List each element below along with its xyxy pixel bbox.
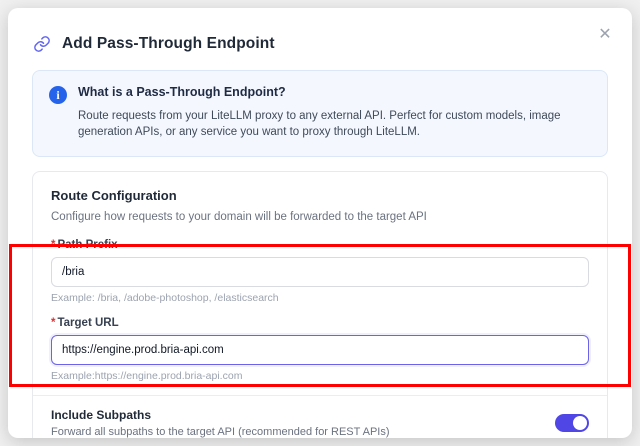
page-title: Add Pass-Through Endpoint xyxy=(62,35,275,52)
info-icon: i xyxy=(49,86,67,104)
include-subpaths-toggle[interactable] xyxy=(555,414,589,432)
required-marker: * xyxy=(51,317,56,329)
info-title: What is a Pass-Through Endpoint? xyxy=(78,85,286,99)
info-callout xyxy=(32,70,608,157)
section-subtitle: Configure how requests to your domain will be forwarded to the target API xyxy=(51,211,427,223)
add-pass-through-endpoint-dialog xyxy=(8,8,632,438)
include-subpaths-title: Include Subpaths xyxy=(51,408,152,422)
target-url-label xyxy=(51,317,589,329)
info-text: Route requests from your LiteLLM proxy to any external API. Perfect for custom models, image generation APIs, or any service you want to proxy through LiteLLM. xyxy=(78,110,561,138)
include-subpaths-subtitle: Forward all subpaths to the target API (recommended for REST APIs) xyxy=(51,426,390,438)
include-subpaths-row xyxy=(33,395,607,438)
target-url-label-text: Target URL xyxy=(57,317,119,329)
path-prefix-label xyxy=(51,239,589,251)
section-title: Route Configuration xyxy=(51,188,177,203)
dialog-body xyxy=(8,64,632,438)
target-url-hint: Example:https://engine.prod.bria-api.com xyxy=(51,370,243,382)
target-url-input[interactable] xyxy=(51,335,589,365)
route-configuration-section xyxy=(32,171,608,438)
close-icon[interactable]: ✕ xyxy=(598,26,612,43)
toggle-knob xyxy=(573,416,587,430)
required-marker: * xyxy=(51,239,56,251)
target-url-field xyxy=(51,317,589,382)
path-prefix-label-text: Path Prefix xyxy=(57,239,118,251)
link-icon xyxy=(32,34,52,54)
dialog-header xyxy=(8,8,632,64)
path-prefix-field xyxy=(51,239,589,304)
path-prefix-hint: Example: /bria, /adobe-photoshop, /elasticsearch xyxy=(51,292,279,304)
path-prefix-input[interactable] xyxy=(51,257,589,287)
